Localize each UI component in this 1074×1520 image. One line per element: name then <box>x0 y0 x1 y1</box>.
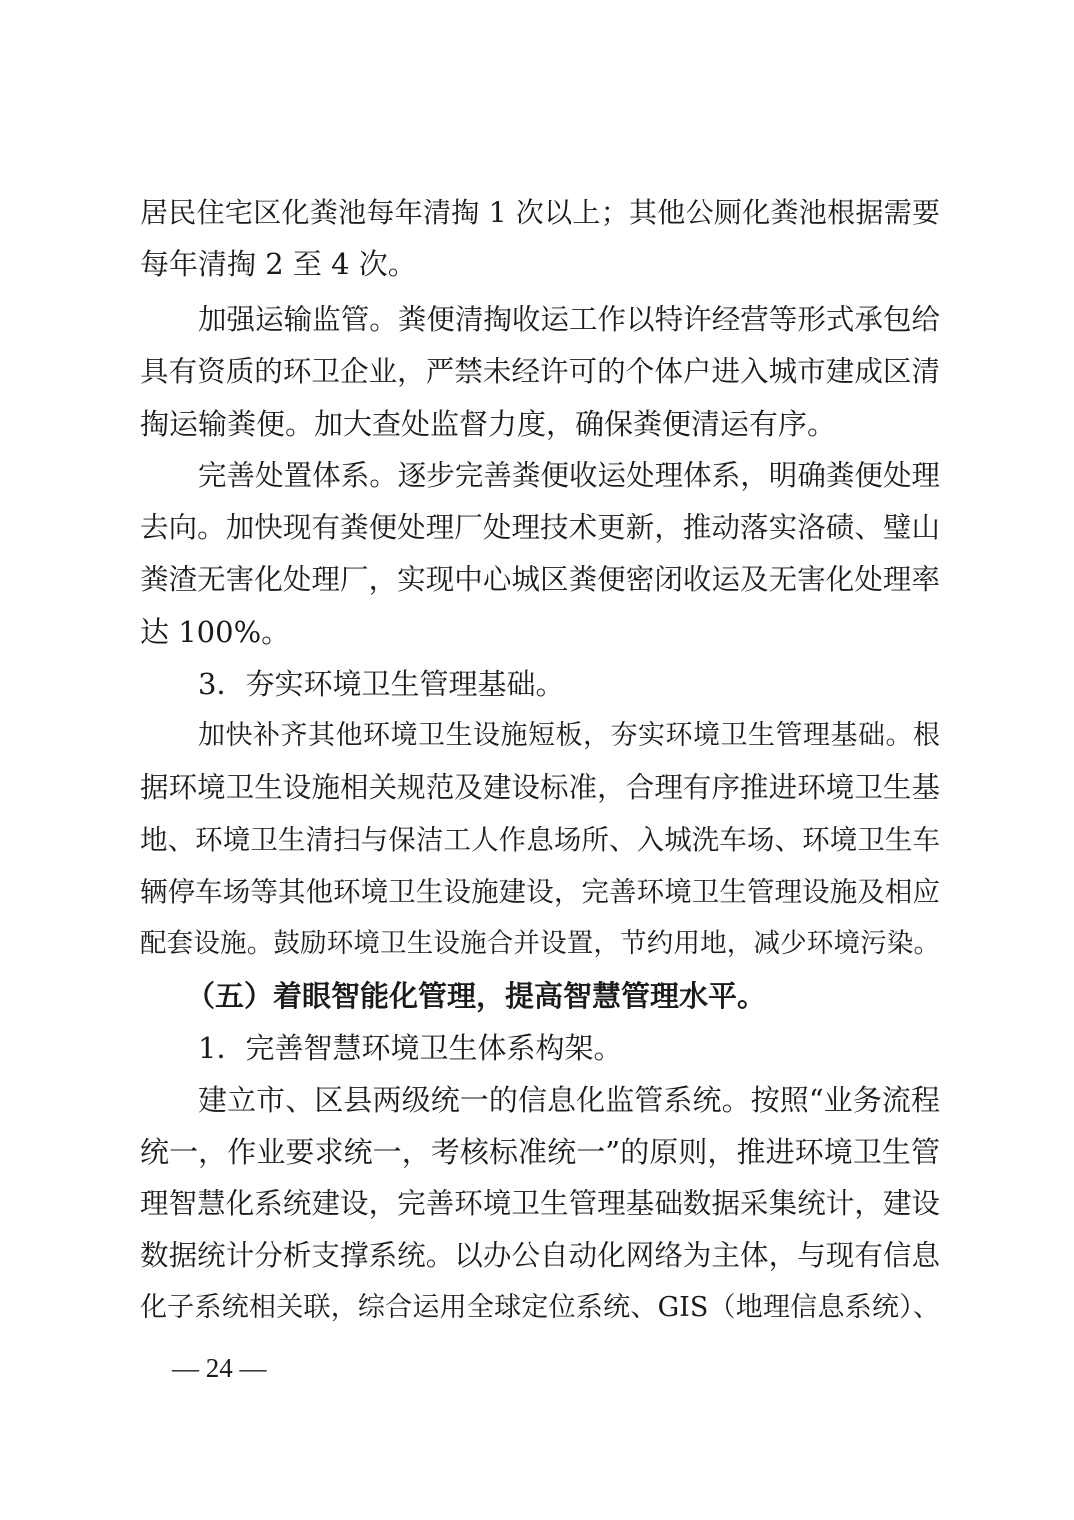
text-line: 具有资质的环卫企业，严禁未经许可的个体户进入城市建成区清 <box>140 355 940 388</box>
text-line: 化子系统相关联，综合运用全球定位系统、GIS（地理信息系统）、 <box>140 1292 940 1323</box>
text-line: 理智慧化系统建设，完善环境卫生管理基础数据采集统计，建设 <box>140 1187 940 1220</box>
text-line: 地、环境卫生清扫与保洁工人作息场所、入城洗车场、环境卫生车 <box>140 824 940 856</box>
text-line: 据环境卫生设施相关规范及建设标准，合理有序推进环境卫生基 <box>140 771 940 804</box>
text-line: 数据统计分析支撑系统。以办公自动化网络为主体，与现有信息 <box>140 1239 940 1272</box>
text-line: 加强运输监管。粪便清掏收运工作以特许经营等形式承包给 <box>198 303 940 336</box>
text-line: 居民住宅区化粪池每年清掏 1 次以上；其他公厕化粪池根据需要 <box>140 196 940 229</box>
text-line: 辆停车场等其他环境卫生设施建设，完善环境卫生管理设施及相应 <box>140 876 940 908</box>
text-line: 3．夯实环境卫生管理基础。 <box>198 667 565 701</box>
text-line: 配套设施。鼓励环境卫生设施合并设置，节约用地，减少环境污染。 <box>140 928 940 959</box>
text-line: 建立市、区县两级统一的信息化监管系统。按照“业务流程 <box>198 1083 940 1117</box>
text-line: 加快补齐其他环境卫生设施短板，夯实环境卫生管理基础。根 <box>198 720 940 751</box>
text-line: 掏运输粪便。加大查处监督力度，确保粪便清运有序。 <box>140 407 837 441</box>
text-line: 每年清掏 2 至 4 次。 <box>140 247 417 281</box>
text-line: 1．完善智慧环境卫生体系构架。 <box>198 1031 623 1065</box>
text-line: 达 100%。 <box>140 615 291 649</box>
text-line: （五）着眼智能化管理，提高智慧管理水平。 <box>186 979 767 1013</box>
text-line: 去向。加快现有粪便处理厂处理技术更新，推动落实洛碛、璧山 <box>140 511 940 544</box>
text-line: 完善处置体系。逐步完善粪便收运处理体系，明确粪便处理 <box>198 459 940 492</box>
page-number: — 24 — <box>172 1353 267 1383</box>
text-line: 统一，作业要求统一，考核标准统一”的原则，推进环境卫生管 <box>140 1135 940 1169</box>
text-line: 粪渣无害化处理厂，实现中心城区粪便密闭收运及无害化处理率 <box>140 563 940 596</box>
